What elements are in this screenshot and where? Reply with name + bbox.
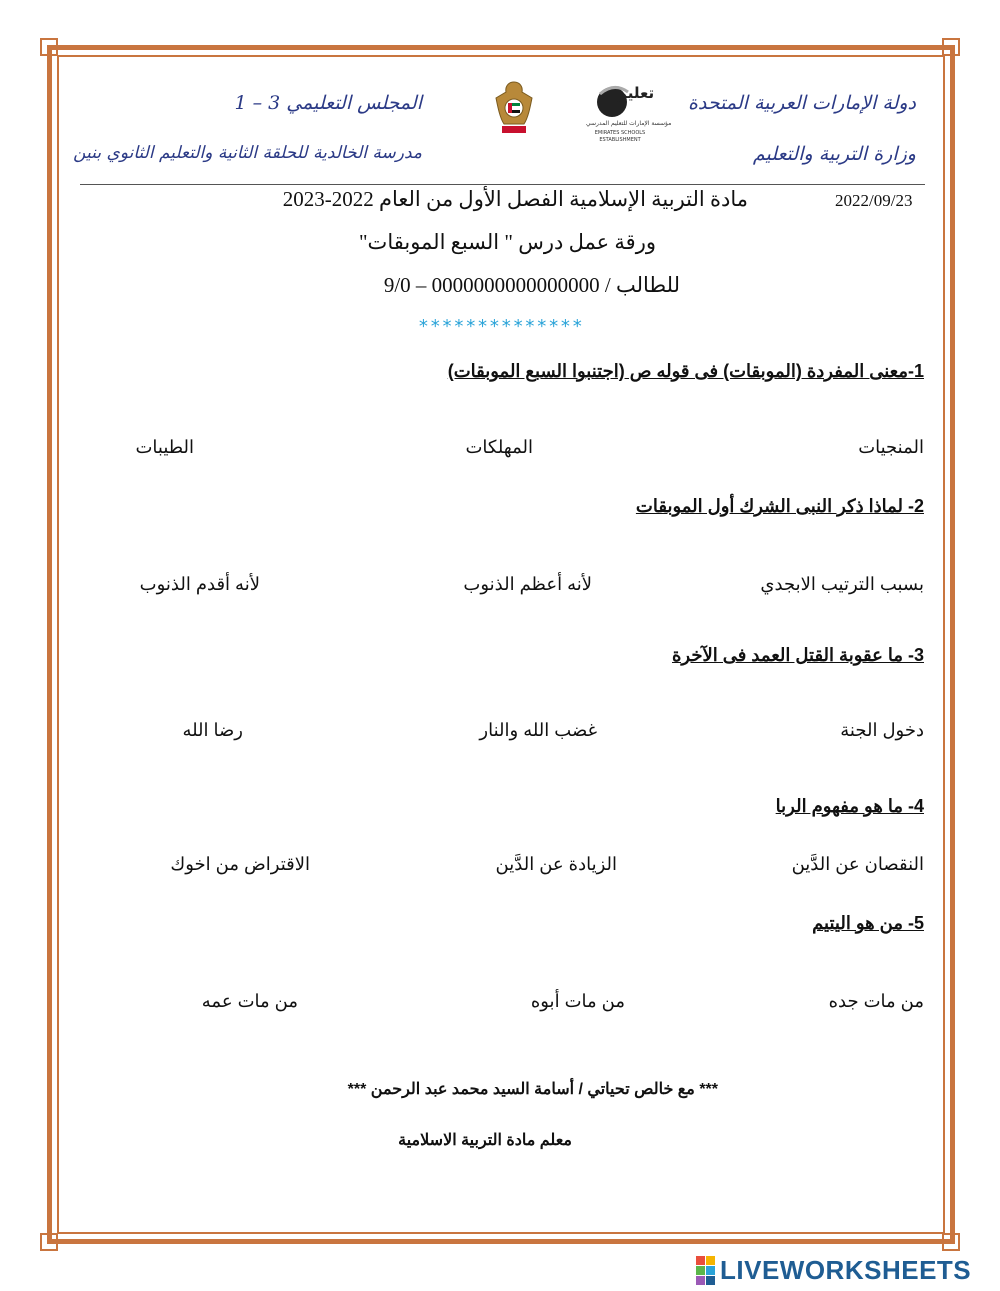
header-divider [80, 184, 925, 185]
liveworksheets-squares-icon [696, 1256, 715, 1285]
q2-option-3[interactable]: لأنه أقدم الذنوب [139, 574, 260, 594]
frame-corner [942, 38, 960, 56]
header-council: المجلس التعليمي 3 – 1 [234, 92, 422, 114]
question-4: 4- ما هو مفهوم الربا [775, 796, 924, 816]
q2-option-1[interactable]: بسبب الترتيب الابجدي [760, 574, 924, 594]
frame-corner [40, 38, 58, 56]
frame-corner [40, 1233, 58, 1251]
q3-option-1[interactable]: دخول الجنة [840, 720, 924, 740]
question-2: 2- لماذا ذكر النبى الشرك أول الموبقات [635, 496, 924, 516]
teacher-greeting: *** مع خالص تحياتي / أسامة السيد محمد عبد الرحمن *** [347, 1081, 718, 1098]
q4-option-2[interactable]: الزيادة عن الدَّين [495, 854, 617, 874]
q4-option-1[interactable]: النقصان عن الدَّين [791, 854, 924, 874]
stars-divider: ************** [418, 316, 584, 337]
subject-title: مادة التربية الإسلامية الفصل الأول من العام 2022-2023 [282, 187, 748, 211]
q2-option-2[interactable]: لأنه أعظم الذنوب [463, 574, 592, 594]
question-5: 5- من هو اليتيم [812, 913, 924, 933]
q5-option-3[interactable]: من مات عمه [201, 991, 298, 1011]
q1-option-3[interactable]: الطيبات [135, 437, 194, 457]
header-ministry: وزارة التربية والتعليم [752, 143, 916, 165]
falcon-emblem-icon [490, 78, 538, 138]
header-country: دولة الإمارات العربية المتحدة [687, 92, 916, 114]
q1-option-1[interactable]: المنجيات [858, 437, 924, 457]
q3-option-3[interactable]: رضا الله [182, 720, 243, 740]
q5-option-2[interactable]: من مات أبوه [530, 991, 625, 1011]
question-1: 1-معنى المفردة (الموبقات) فى قوله ص (اجتنبوا السبع الموبقات) [447, 361, 924, 381]
q4-option-3[interactable]: الاقتراض من اخوك [170, 854, 310, 874]
header-school: مدرسة الخالدية للحلقة الثانية والتعليم الثانوي بنين [73, 143, 422, 163]
teacher-title: معلم مادة التربية الاسلامية [398, 1132, 572, 1149]
liveworksheets-logo [696, 1256, 971, 1284]
taleem-logo [582, 80, 672, 146]
frame-corner [942, 1233, 960, 1251]
taleem-logo-sub-en: EMIRATES SCHOOLS ESTABLISHMENT [594, 130, 646, 143]
liveworksheets-text: LIVEWORKSHEETS [720, 1254, 972, 1285]
student-line: للطالب / 0000000000000000 – 9/0 [383, 273, 680, 297]
taleem-logo-text: تعليم [616, 84, 655, 102]
taleem-logo-sub-ar: مؤسسة الإمارات للتعليم المدرسي [586, 120, 672, 127]
q3-option-2[interactable]: غضب الله والنار [479, 720, 597, 740]
date: 2022/09/23 [835, 191, 913, 210]
uae-emblem [490, 78, 538, 138]
q1-option-2[interactable]: المهلكات [465, 437, 533, 457]
q5-option-1[interactable]: من مات جده [828, 991, 924, 1011]
question-3: 3- ما عقوبة القتل العمد فى الآخرة [672, 645, 924, 665]
worksheet-title: ورقة عمل درس " السبع الموبقات" [358, 230, 656, 254]
